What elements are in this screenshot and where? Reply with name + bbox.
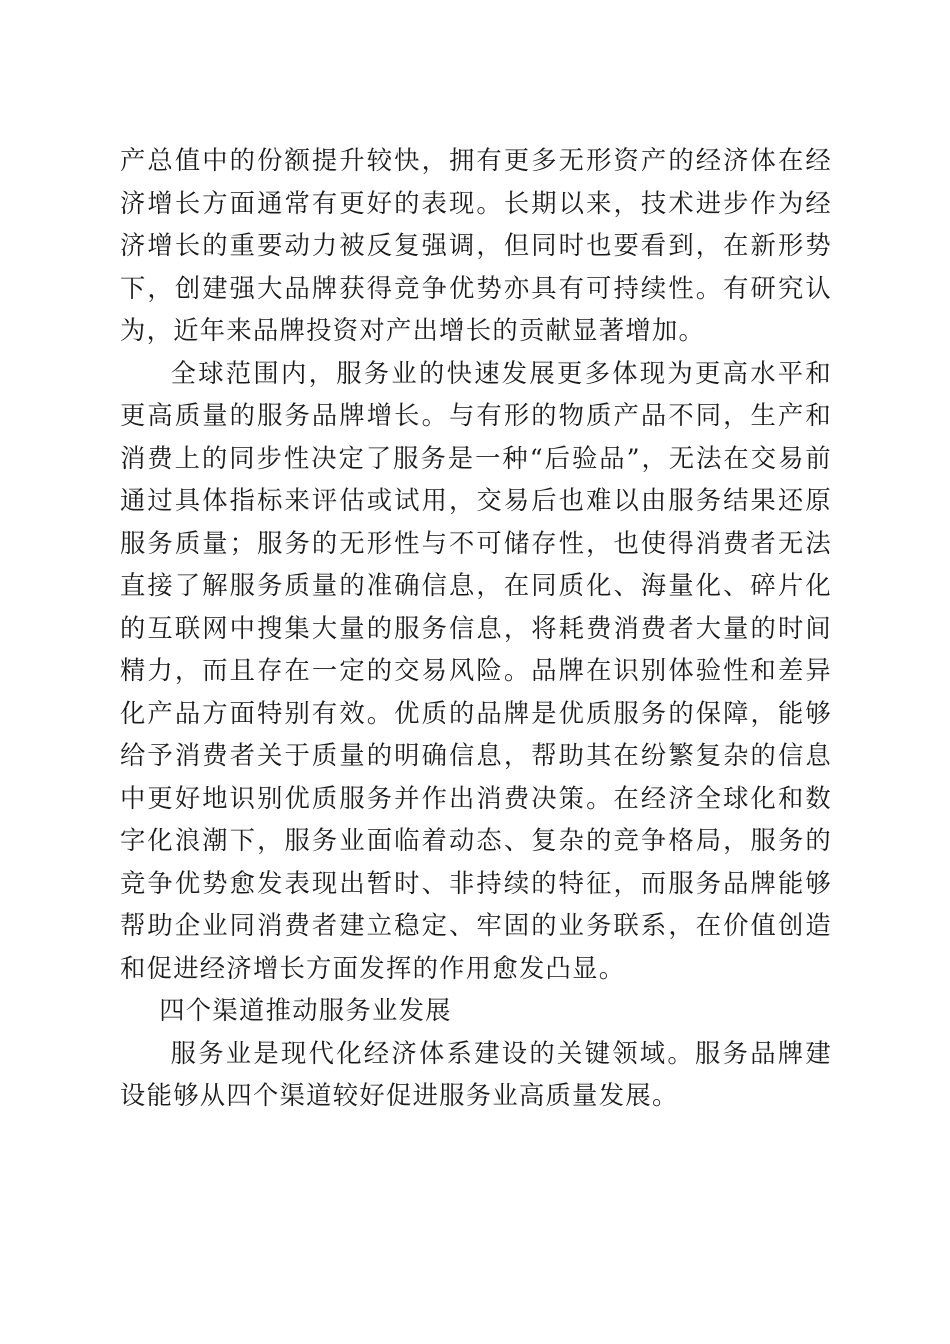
paragraph-brand-investment: 产总值中的份额提升较快，拥有更多无形资产的经济体在经济增长方面通常有更好的表现。长期以来，技术进步作为经济增长的重要动力被反复强调，但同时也要看到，在新形势下，创建强大品牌获得竞争优势亦具有可持续性。有研究认为，近年来品牌投资对产出增长的贡献显著增加。: [120, 146, 832, 345]
document-body: [120, 140, 832, 1118]
section-heading: 四个渠道推动服务业发展: [159, 996, 452, 1025]
paragraph-service-brand-growth: 全球范围内，服务业的快速发展更多体现为更高水平和更高质量的服务品牌增长。与有形的物质产品不同，生产和消费上的同步性决定了服务是一种“后验品”，无法在交易前通过具体指标来评估或试用，交易后也难以由服务结果还原服务质量；服务的无形性与不可储存性，也使得消费者无法直接了解服务质量的准确信息，在同质化、海量化、碎片化的互联网中搜集大量的服务信息，将耗费消费者大量的时间精力，而且存在一定的交易风险。品牌在识别体验性和差异化产品方面特别有效。优质的品牌是优质服务的保障，能够给予消费者关于质量的明确信息，帮助其在纷繁复杂的信息中更好地识别优质服务并作出消费决策。在经济全球化和数字化浪潮下，服务业面临着动态、复杂的竞争格局，服务的竞争优势愈发表现出暂时、非持续的特征，而服务品牌能够帮助企业同消费者建立稳定、牢固的业务联系，在价值创造和促进经济增长方面发挥的作用愈发凸显。: [120, 358, 832, 983]
paragraph-four-channels: 服务业是现代化经济体系建设的关键领域。服务品牌建设能够从四个渠道较好促进服务业高质量发展。: [120, 1038, 832, 1110]
